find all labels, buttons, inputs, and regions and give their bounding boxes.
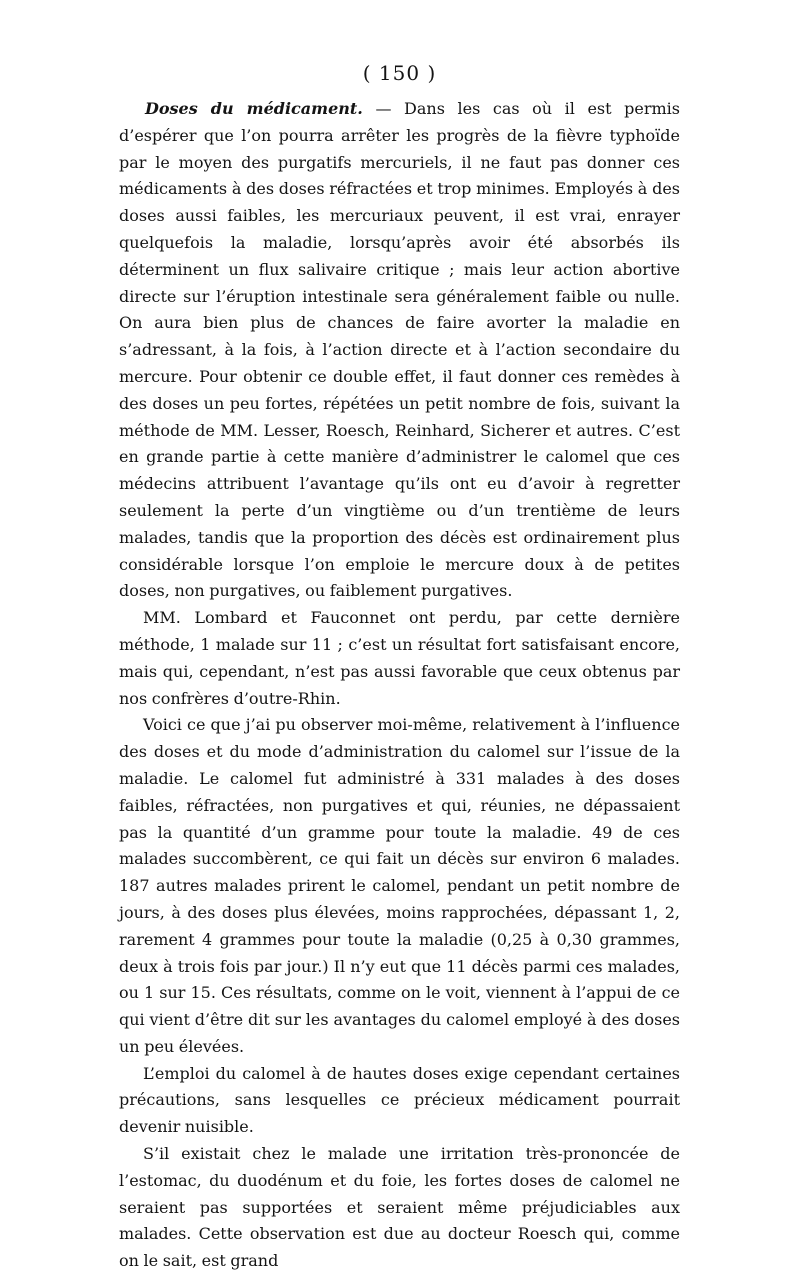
paragraph-observations xyxy=(119,712,680,1060)
page-number: ( 150 ) xyxy=(362,61,437,85)
paragraph-doses xyxy=(119,96,680,605)
paragraph-text: MM. Lombard et Fauconnet ont perdu, par cette dernière méthode, 1 malade sur 11 ; c’est un résultat fort satisfaisant encore, mais qui, cependant, n’est pas aussi favorable que ceux obtenus par nos confrères d’outre-Rhin. xyxy=(119,608,680,708)
paragraph-text: — Dans les cas où il est permis d’espérer que l’on pourra arrêter les progrès de la fièvre typhoïde par le moyen des purgatifs mercuriels, il ne faut pas donner ces médicaments à des doses réfractées et trop minimes. Employés à des doses aussi faibles, les mercuriaux peuvent, il est vrai, enrayer quelquefois la maladie, lorsqu’après avoir été absorbés ils déterminent un flux salivaire critique ; mais leur action abortive directe sur l’éruption intestinale sera généralement faible ou nulle. On aura bien plus de chances de faire avorter la maladie en s’adressant, à la fois, à l’action directe et à l’action secondaire du mercure. Pour obtenir ce double effet, il faut donner ces remèdes à des doses un peu fortes, répétées un petit nombre de fois, suivant la méthode de MM. Lesser, Roesch, Reinhard, Sicherer et autres. C’est en grande partie à cette manière d’administrer le calomel que ces médecins attribuent l’avantage qu’ils ont eu d’avoir à regretter seulement la perte d’un vingtième ou d’un trentième de leurs malades, tandis que la proportion des décès est ordinairement plus considérable lorsque l’on emploie le mercure doux à de petites doses, non purgatives, ou faiblement purgatives. xyxy=(119,99,681,601)
book-page xyxy=(119,58,680,1275)
paragraph-text: L’emploi du calomel à de hautes doses exige cependant certaines précautions, sans lesquelles ce précieux médicament pourrait devenir nuisible. xyxy=(119,1063,680,1137)
paragraph-lombard xyxy=(119,605,680,712)
paragraph-text: Voici ce que j’ai pu observer moi-même, relativement à l’influence des doses et du mode d’administration du calomel sur l’issue de la maladie. Le calomel fut administré à 331 malades à des doses faibles, réfractées, non purgatives et qui, réunies, ne dépassaient pas la quantité d’un gramme pour toute la maladie. 49 de ces malades succombèrent, ce qui fait un décès sur environ 6 malades. 187 autres malades prirent le calomel, pendant un petit nombre de jours, à des doses plus élevées, moins rapprochées, dépassant 1, 2, rarement 4 grammes pour toute la maladie (0,25 à 0,30 grammes, deux à trois fois par jour.) Il n’y eut que 11 décès parmi ces malades, ou 1 sur 15. Ces résultats, comme on le voit, viennent à l’appui de ce qui vient d’être dit sur les avantages du calomel employé à des doses un peu élevées. xyxy=(119,715,680,1056)
paragraph-precautions xyxy=(119,1061,680,1141)
paragraph-text: S’il existait chez le malade une irritation très-prononcée de l’estomac, du duodénum et du foie, les fortes doses de calomel ne seraient pas supportées et seraient même préjudiciables aux malades. Cette observation est due au docteur Roesch qui, comme on le sait, est grand xyxy=(119,1144,680,1271)
paragraph-irritation xyxy=(119,1141,680,1275)
section-heading: Doses du médicament. xyxy=(145,99,363,118)
